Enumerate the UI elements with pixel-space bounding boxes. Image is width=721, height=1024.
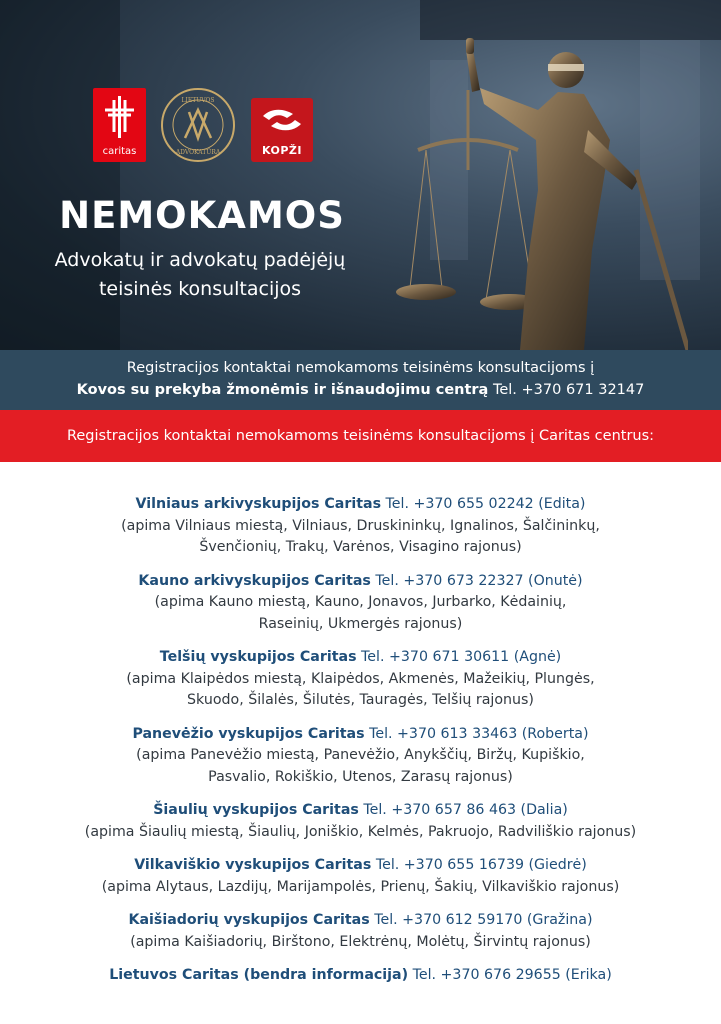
- partner-logos: [93, 88, 333, 164]
- contact-entry: [0, 965, 721, 987]
- contact-org: Telšių vyskupijos Caritas: [159, 649, 357, 665]
- contact-coverage: (apima Kauno miestą, Kauno, Jonavos, Jurbarko, Kėdainių,: [154, 594, 567, 610]
- contact-coverage: (apima Vilniaus miestą, Vilniaus, Druskininkų, Ignalinos, Šalčininkų,: [121, 517, 600, 534]
- hands-icon: [251, 98, 313, 142]
- advokatura-emblem-icon: [163, 90, 233, 160]
- contact-org: Lietuvos Caritas (bendra informacija): [109, 967, 409, 983]
- registration-banner-line-1: Registracijos kontaktai nemokamoms teisinėms konsultacijoms į: [126, 360, 595, 376]
- headline: NEMOKAMOS: [59, 194, 345, 237]
- contact-coverage: (apima Kaišiadorių, Birštono, Elektrėnų, Molėtų, Širvintų rajonus): [130, 933, 591, 950]
- registration-banner-caritas: Registracijos kontaktai nemokamoms teisinėms konsultacijoms į Caritas centrus:: [0, 410, 721, 462]
- contact-coverage: Švenčionių, Trakų, Varėnos, Visagino rajonus): [199, 539, 522, 555]
- caritas-logo-label: caritas: [102, 146, 137, 157]
- contact-entry: [0, 800, 721, 843]
- hero-banner: [0, 0, 721, 350]
- contact-org: Kaišiadorių vyskupijos Caritas: [128, 912, 370, 928]
- trafficking-center-name: Kovos su prekyba žmonėmis ir išnaudojimu centrą: [76, 382, 489, 398]
- contact-org: Šiaulių vyskupijos Caritas: [153, 802, 359, 818]
- contact-org: Panevėžio vyskupijos Caritas: [132, 725, 365, 742]
- subheadline-line-2: teisinės konsultacijos: [98, 278, 302, 300]
- contact-phone: Tel. +370 613 33463 (Roberta): [364, 725, 589, 742]
- contact-coverage: (apima Klaipėdos miestą, Klaipėdos, Akmenės, Mažeikių, Plungės,: [126, 670, 595, 687]
- svg-text:LIETUVOS: LIETUVOS: [181, 97, 215, 104]
- subheadline: [30, 246, 370, 304]
- contact-coverage: (apima Alytaus, Lazdijų, Marijampolės, Prienų, Šakių, Vilkaviškio rajonus): [101, 878, 620, 895]
- registration-banner-trafficking-center: [0, 350, 721, 410]
- advokatura-logo: [161, 88, 235, 162]
- contact-entry: [0, 855, 721, 898]
- contact-phone: Tel. +370 676 29655 (Erika): [408, 967, 612, 983]
- contact-phone: Tel. +370 655 16739 (Giedrė): [371, 857, 587, 873]
- subheadline-line-1: Advokatų ir advokatų padėjėjų: [54, 249, 346, 271]
- registration-banner-line-2: [0, 379, 721, 401]
- contact-phone: Tel. +370 655 02242 (Edita): [381, 496, 586, 512]
- contact-entry: [0, 571, 721, 636]
- lady-justice-statue-illustration: [388, 30, 688, 350]
- contact-coverage: Raseinių, Ukmergės rajonus): [258, 615, 463, 632]
- svg-text:ADVOKATŪRA: ADVOKATŪRA: [175, 149, 221, 156]
- contact-coverage: (apima Šiaulių miestą, Šiaulių, Joniškio, Kelmės, Pakruojo, Radviliškio rajonus): [84, 823, 637, 840]
- contact-coverage: Pasvalio, Rokiškio, Utenos, Zarasų rajonus): [208, 768, 513, 785]
- contact-coverage: (apima Panevėžio miestą, Panevėžio, Anykščių, Biržų, Kupiškio,: [136, 747, 585, 763]
- contact-org: Vilniaus arkivyskupijos Caritas: [135, 496, 382, 512]
- contact-entry: [0, 647, 721, 712]
- contact-org: Vilkaviškio vyskupijos Caritas: [134, 857, 372, 873]
- trafficking-center-phone: Tel. +370 671 32147: [488, 382, 645, 398]
- contact-phone: Tel. +370 657 86 463 (Dalia): [358, 802, 568, 818]
- contact-phone: Tel. +370 671 30611 (Agnė): [356, 649, 562, 665]
- contact-entry: [0, 910, 721, 953]
- caritas-contacts-list: [0, 494, 721, 999]
- contact-org: Kauno arkivyskupijos Caritas: [138, 572, 371, 589]
- contact-phone: Tel. +370 673 22327 (Onutė): [370, 572, 583, 589]
- contact-coverage: Skuodo, Šilalės, Šilutės, Tauragės, Telšių rajonus): [187, 692, 534, 708]
- contact-phone: Tel. +370 612 59170 (Gražina): [369, 912, 593, 928]
- contact-entry: [0, 494, 721, 559]
- kopzi-logo-label: KOPŽI: [261, 144, 302, 157]
- contact-entry: [0, 724, 721, 789]
- kopzi-logo: [251, 98, 313, 162]
- caritas-logo: [93, 88, 146, 162]
